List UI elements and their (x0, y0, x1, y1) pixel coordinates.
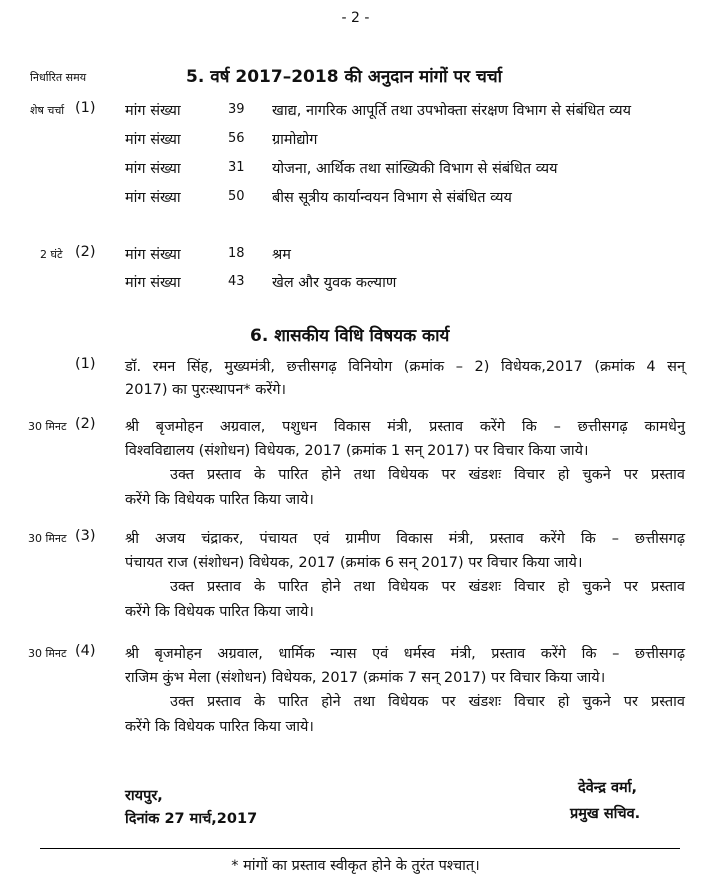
demand-number: 31 (228, 160, 245, 175)
footnote: * मांगों का प्रस्ताव स्वीकृत होने के तुरंत पश्चात्। (231, 858, 480, 874)
demand-number: 56 (228, 131, 245, 146)
demand-description: बीस सूत्रीय कार्यान्वयन विभाग से संबंधित व्यय (272, 190, 512, 206)
item4-para2-line1: उक्त प्रस्ताव के पारित होने तथा विधेयक पर खंडशः विचार हो चुकने पर प्रस्ताव (170, 694, 685, 710)
item2-line1: श्री बृजमोहन अग्रवाल, पशुधन विकास मंत्री, प्रस्ताव करेंगे कि – छत्तीसगढ़ कामधेनु (125, 419, 685, 435)
item3-para2-line1: उक्त प्रस्ताव के पारित होने तथा विधेयक पर खंडशः विचार हो चुकने पर प्रस्ताव (170, 579, 685, 595)
demand-description: योजना, आर्थिक तथा सांख्यिकी विभाग से संबंधित व्यय (272, 161, 558, 177)
demand-number: 43 (228, 274, 245, 289)
demand-description: खाद्य, नागरिक आपूर्ति तथा उपभोक्ता संरक्षण विभाग से संबंधित व्यय (272, 103, 632, 119)
demand-label: मांग संख्या (125, 103, 181, 119)
date: दिनांक 27 मार्च,2017 (125, 811, 258, 827)
item3-para2-line2: करेंगे कि विधेयक पारित किया जाये। (125, 604, 314, 620)
demand-label: मांग संख्या (125, 275, 181, 291)
demand-number: 18 (228, 246, 245, 261)
item-index: (4) (75, 643, 96, 659)
page-number: - 2 - (341, 10, 370, 26)
demand-description: श्रम (272, 247, 291, 263)
item3-line2: पंचायत राज (संशोधन) विधेयक, 2017 (क्रमांक 6 सन् 2017) पर विचार किया जाये। (125, 555, 583, 571)
demand-description: ग्रामोद्योग (272, 132, 318, 148)
demand-description: खेल और युवक कल्याण (272, 275, 397, 291)
item1-line1: डॉ. रमन सिंह, मुख्यमंत्री, छत्तीसगढ़ विनियोग (क्रमांक – 2) विधेयक,2017 (क्रमांक 4 सन् (125, 359, 685, 375)
group2-time: 2 घंटे (40, 248, 63, 261)
demand-label: मांग संख्या (125, 190, 181, 206)
item4-line1: श्री बृजमोहन अग्रवाल, धार्मिक न्यास एवं धर्मस्व मंत्री, प्रस्ताव करेंगे कि – छत्तीसगढ़ (125, 646, 685, 662)
footnote-divider (40, 848, 680, 849)
group2-index: (2) (75, 244, 96, 260)
demand-label: मांग संख्या (125, 161, 181, 177)
item2-line2: विश्वविद्यालय (संशोधन) विधेयक, 2017 (क्रमांक 1 सन् 2017) पर विचार किया जाये। (125, 443, 589, 459)
section6-heading: 6. शासकीय विधि विषयक कार्य (250, 326, 450, 346)
place: रायपुर, (125, 788, 163, 804)
item-index: (3) (75, 528, 96, 544)
item-time: 30 मिनट (28, 532, 67, 545)
item4-para2-line2: करेंगे कि विधेयक पारित किया जाये। (125, 719, 314, 735)
signatory-name: देवेन्द्र वर्मा, (578, 780, 637, 796)
demand-label: मांग संख्या (125, 132, 181, 148)
demand-number: 50 (228, 189, 245, 204)
group1-index: (1) (75, 100, 96, 116)
item1-line2: 2017) का पुरःस्थापन* करेंगे। (125, 382, 287, 398)
item2-para2-line1: उक्त प्रस्ताव के पारित होने तथा विधेयक पर खंडशः विचार हो चुकने पर प्रस्ताव (170, 467, 685, 483)
demand-number: 39 (228, 102, 245, 117)
item-index: (1) (75, 356, 96, 372)
item2-para2-line2: करेंगे कि विधेयक पारित किया जाये। (125, 492, 314, 508)
demand-label: मांग संख्या (125, 247, 181, 263)
item-time: 30 मिनट (28, 420, 67, 433)
signatory-title: प्रमुख सचिव. (570, 806, 641, 822)
group1-time: शेष चर्चा (30, 104, 65, 117)
item3-line1: श्री अजय चंद्राकर, पंचायत एवं ग्रामीण विकास मंत्री, प्रस्ताव करेंगे कि – छत्तीसगढ़ (125, 531, 685, 547)
section5-heading: 5. वर्ष 2017–2018 की अनुदान मांगों पर चर्चा (186, 67, 503, 87)
item4-line2: राजिम कुंभ मेला (संशोधन) विधेयक, 2017 (क्रमांक 7 सन् 2017) पर विचार किया जाये। (125, 670, 606, 686)
item-time: 30 मिनट (28, 647, 67, 660)
time-column-label: निर्धारित समय (30, 71, 87, 84)
item-index: (2) (75, 416, 96, 432)
